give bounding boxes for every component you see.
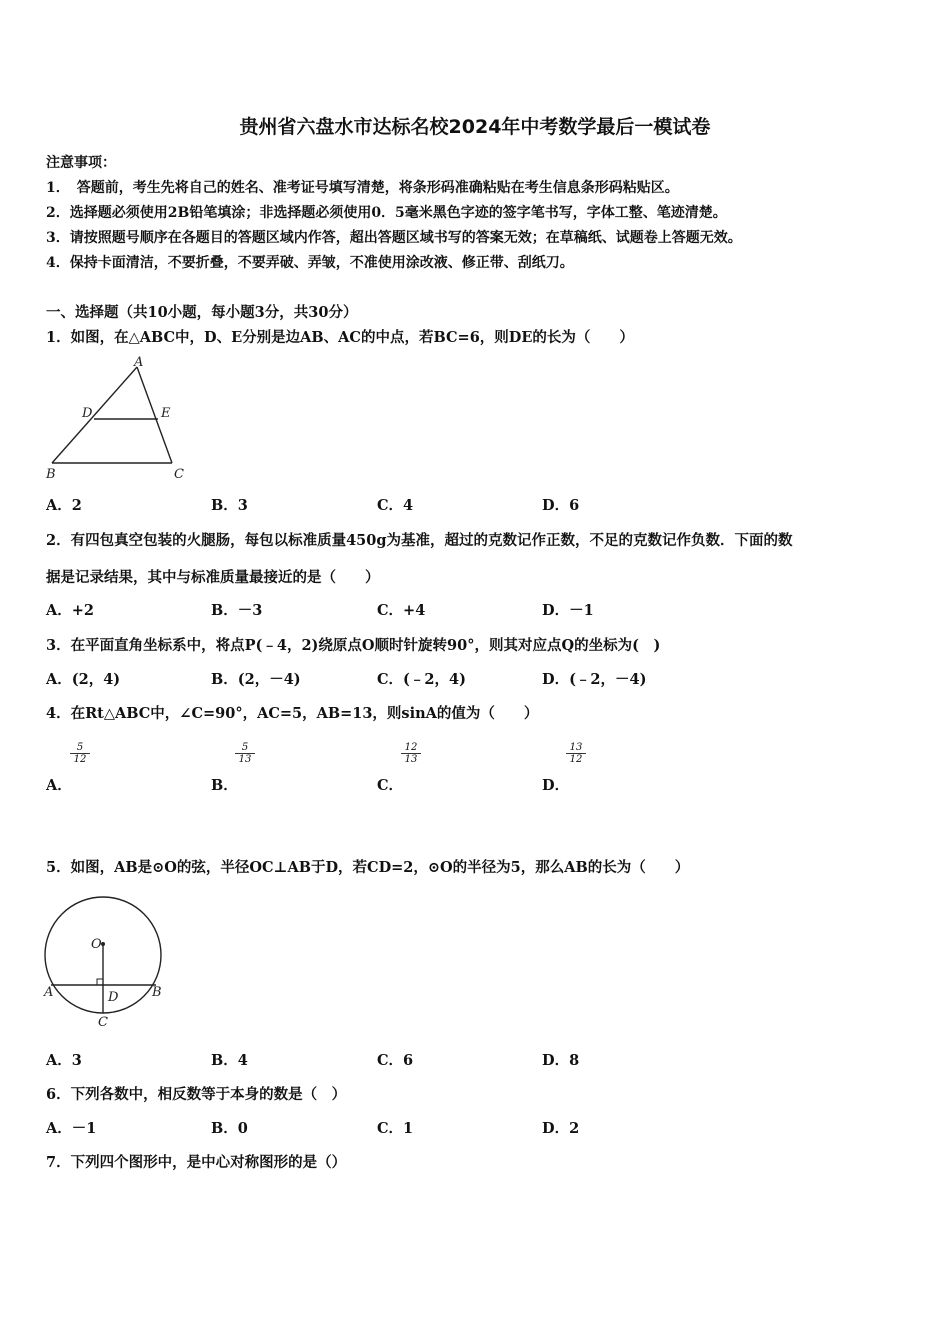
label-c: C bbox=[174, 467, 184, 482]
q6-option-d[interactable]: D．2 bbox=[542, 1120, 580, 1137]
label-d: D bbox=[108, 990, 119, 1005]
q6-option-a[interactable]: A．－1 bbox=[46, 1120, 97, 1137]
q4-option-a-fraction bbox=[70, 742, 90, 765]
notes-heading: 注意事项： bbox=[46, 155, 116, 171]
label-a: A bbox=[44, 985, 54, 1000]
triangle-figure bbox=[44, 355, 189, 485]
question-4-stem: 4．在Rt△ABC中，∠C=90°，AC=5，AB=13，则sinA的值为（ ） bbox=[46, 705, 539, 722]
q4-option-b[interactable]: B． bbox=[211, 777, 238, 794]
q4-option-b-fraction bbox=[235, 742, 255, 765]
q3-option-b[interactable]: B．(2，－4) bbox=[211, 671, 301, 688]
q3-option-a[interactable]: A．(2，4) bbox=[46, 671, 121, 688]
fraction-denominator: 12 bbox=[73, 754, 87, 765]
question-7-stem: 7．下列四个图形中，是中心对称图形的是（） bbox=[46, 1154, 347, 1171]
note-item-4: 4．保持卡面清洁，不要折叠，不要弄破、弄皱，不准使用涂改液、修正带、刮纸刀。 bbox=[46, 255, 574, 271]
q1-option-d[interactable]: D．6 bbox=[542, 497, 580, 514]
fraction-numerator: 13 bbox=[566, 742, 586, 754]
section-heading: 一、选择题（共10小题，每小题3分，共30分） bbox=[46, 304, 358, 321]
question-1-stem: 1．如图，在△ABC中，D、E分别是边AB、AC的中点，若BC=6，则DE的长为（ ） bbox=[46, 329, 634, 346]
q6-option-b[interactable]: B．0 bbox=[211, 1120, 248, 1137]
circle-figure bbox=[42, 893, 170, 1033]
q5-option-d[interactable]: D．8 bbox=[542, 1052, 580, 1069]
q2-option-a[interactable]: A．+2 bbox=[46, 602, 94, 619]
q2-option-c[interactable]: C．+4 bbox=[377, 602, 426, 619]
q2-option-b[interactable]: B．－3 bbox=[211, 602, 263, 619]
q4-option-d[interactable]: D． bbox=[542, 777, 570, 794]
fraction-denominator: 13 bbox=[238, 754, 252, 765]
question-2-stem-line2: 据是记录结果，其中与标准质量最接近的是（ ） bbox=[46, 569, 380, 586]
q1-option-c[interactable]: C．4 bbox=[377, 497, 414, 514]
q4-option-c-fraction bbox=[401, 742, 421, 765]
note-item-3: 3．请按照题号顺序在各题目的答题区域内作答，超出答题区域书写的答案无效；在草稿纸、试题卷上答题无效。 bbox=[46, 230, 742, 246]
label-c: C bbox=[98, 1015, 108, 1030]
q5-option-b[interactable]: B．4 bbox=[211, 1052, 248, 1069]
page-title: 贵州省六盘水市达标名校2024年中考数学最后一模试卷 bbox=[239, 116, 711, 138]
q4-option-c[interactable]: C． bbox=[377, 777, 404, 794]
q4-option-d-fraction bbox=[566, 742, 586, 765]
q3-option-c[interactable]: C．(﹣2，4) bbox=[377, 671, 466, 688]
note-item-2: 2．选择题必须使用2B铅笔填涂；非选择题必须使用0．5毫米黑色字迹的签字笔书写，字体工整、笔迹清楚。 bbox=[46, 205, 727, 221]
label-b: B bbox=[152, 985, 162, 1000]
q5-option-a[interactable]: A．3 bbox=[46, 1052, 82, 1069]
fraction-numerator: 12 bbox=[401, 742, 421, 754]
q2-option-d[interactable]: D．－1 bbox=[542, 602, 594, 619]
fraction-denominator: 12 bbox=[569, 754, 583, 765]
note-item-1: 1． 答题前，考生先将自己的姓名、准考证号填写清楚，将条形码准确粘贴在考生信息条形码粘贴区。 bbox=[46, 180, 679, 196]
question-5-stem: 5．如图，AB是⊙O的弦，半径OC⊥AB于D，若CD=2，⊙O的半径为5，那么AB的长为（ ） bbox=[46, 859, 690, 876]
question-2-stem-line1: 2．有四包真空包装的火腿肠，每包以标准质量450g为基准，超过的克数记作正数，不足的克数记作负数．下面的数 bbox=[46, 532, 793, 549]
right-angle-mark bbox=[97, 979, 103, 985]
label-a: A bbox=[134, 355, 144, 370]
q4-option-a[interactable]: A． bbox=[46, 777, 72, 794]
label-d: D bbox=[82, 406, 93, 421]
fraction-denominator: 13 bbox=[404, 754, 418, 765]
q5-option-c[interactable]: C．6 bbox=[377, 1052, 414, 1069]
q3-option-d[interactable]: D．(﹣2，－4) bbox=[542, 671, 647, 688]
q1-option-b[interactable]: B．3 bbox=[211, 497, 248, 514]
q1-option-a[interactable]: A．2 bbox=[46, 497, 82, 514]
question-6-stem: 6．下列各数中，相反数等于本身的数是（ ） bbox=[46, 1086, 347, 1103]
label-e: E bbox=[161, 406, 171, 421]
label-o: O bbox=[91, 937, 102, 952]
fraction-numerator: 5 bbox=[70, 742, 90, 754]
fraction-numerator: 5 bbox=[235, 742, 255, 754]
triangle-side-ab bbox=[52, 367, 137, 463]
q6-option-c[interactable]: C．1 bbox=[377, 1120, 414, 1137]
label-b: B bbox=[46, 467, 56, 482]
question-3-stem: 3．在平面直角坐标系中，将点P(﹣4，2)绕原点O顺时针旋转90°，则其对应点Q的坐标为( ) bbox=[46, 637, 661, 654]
